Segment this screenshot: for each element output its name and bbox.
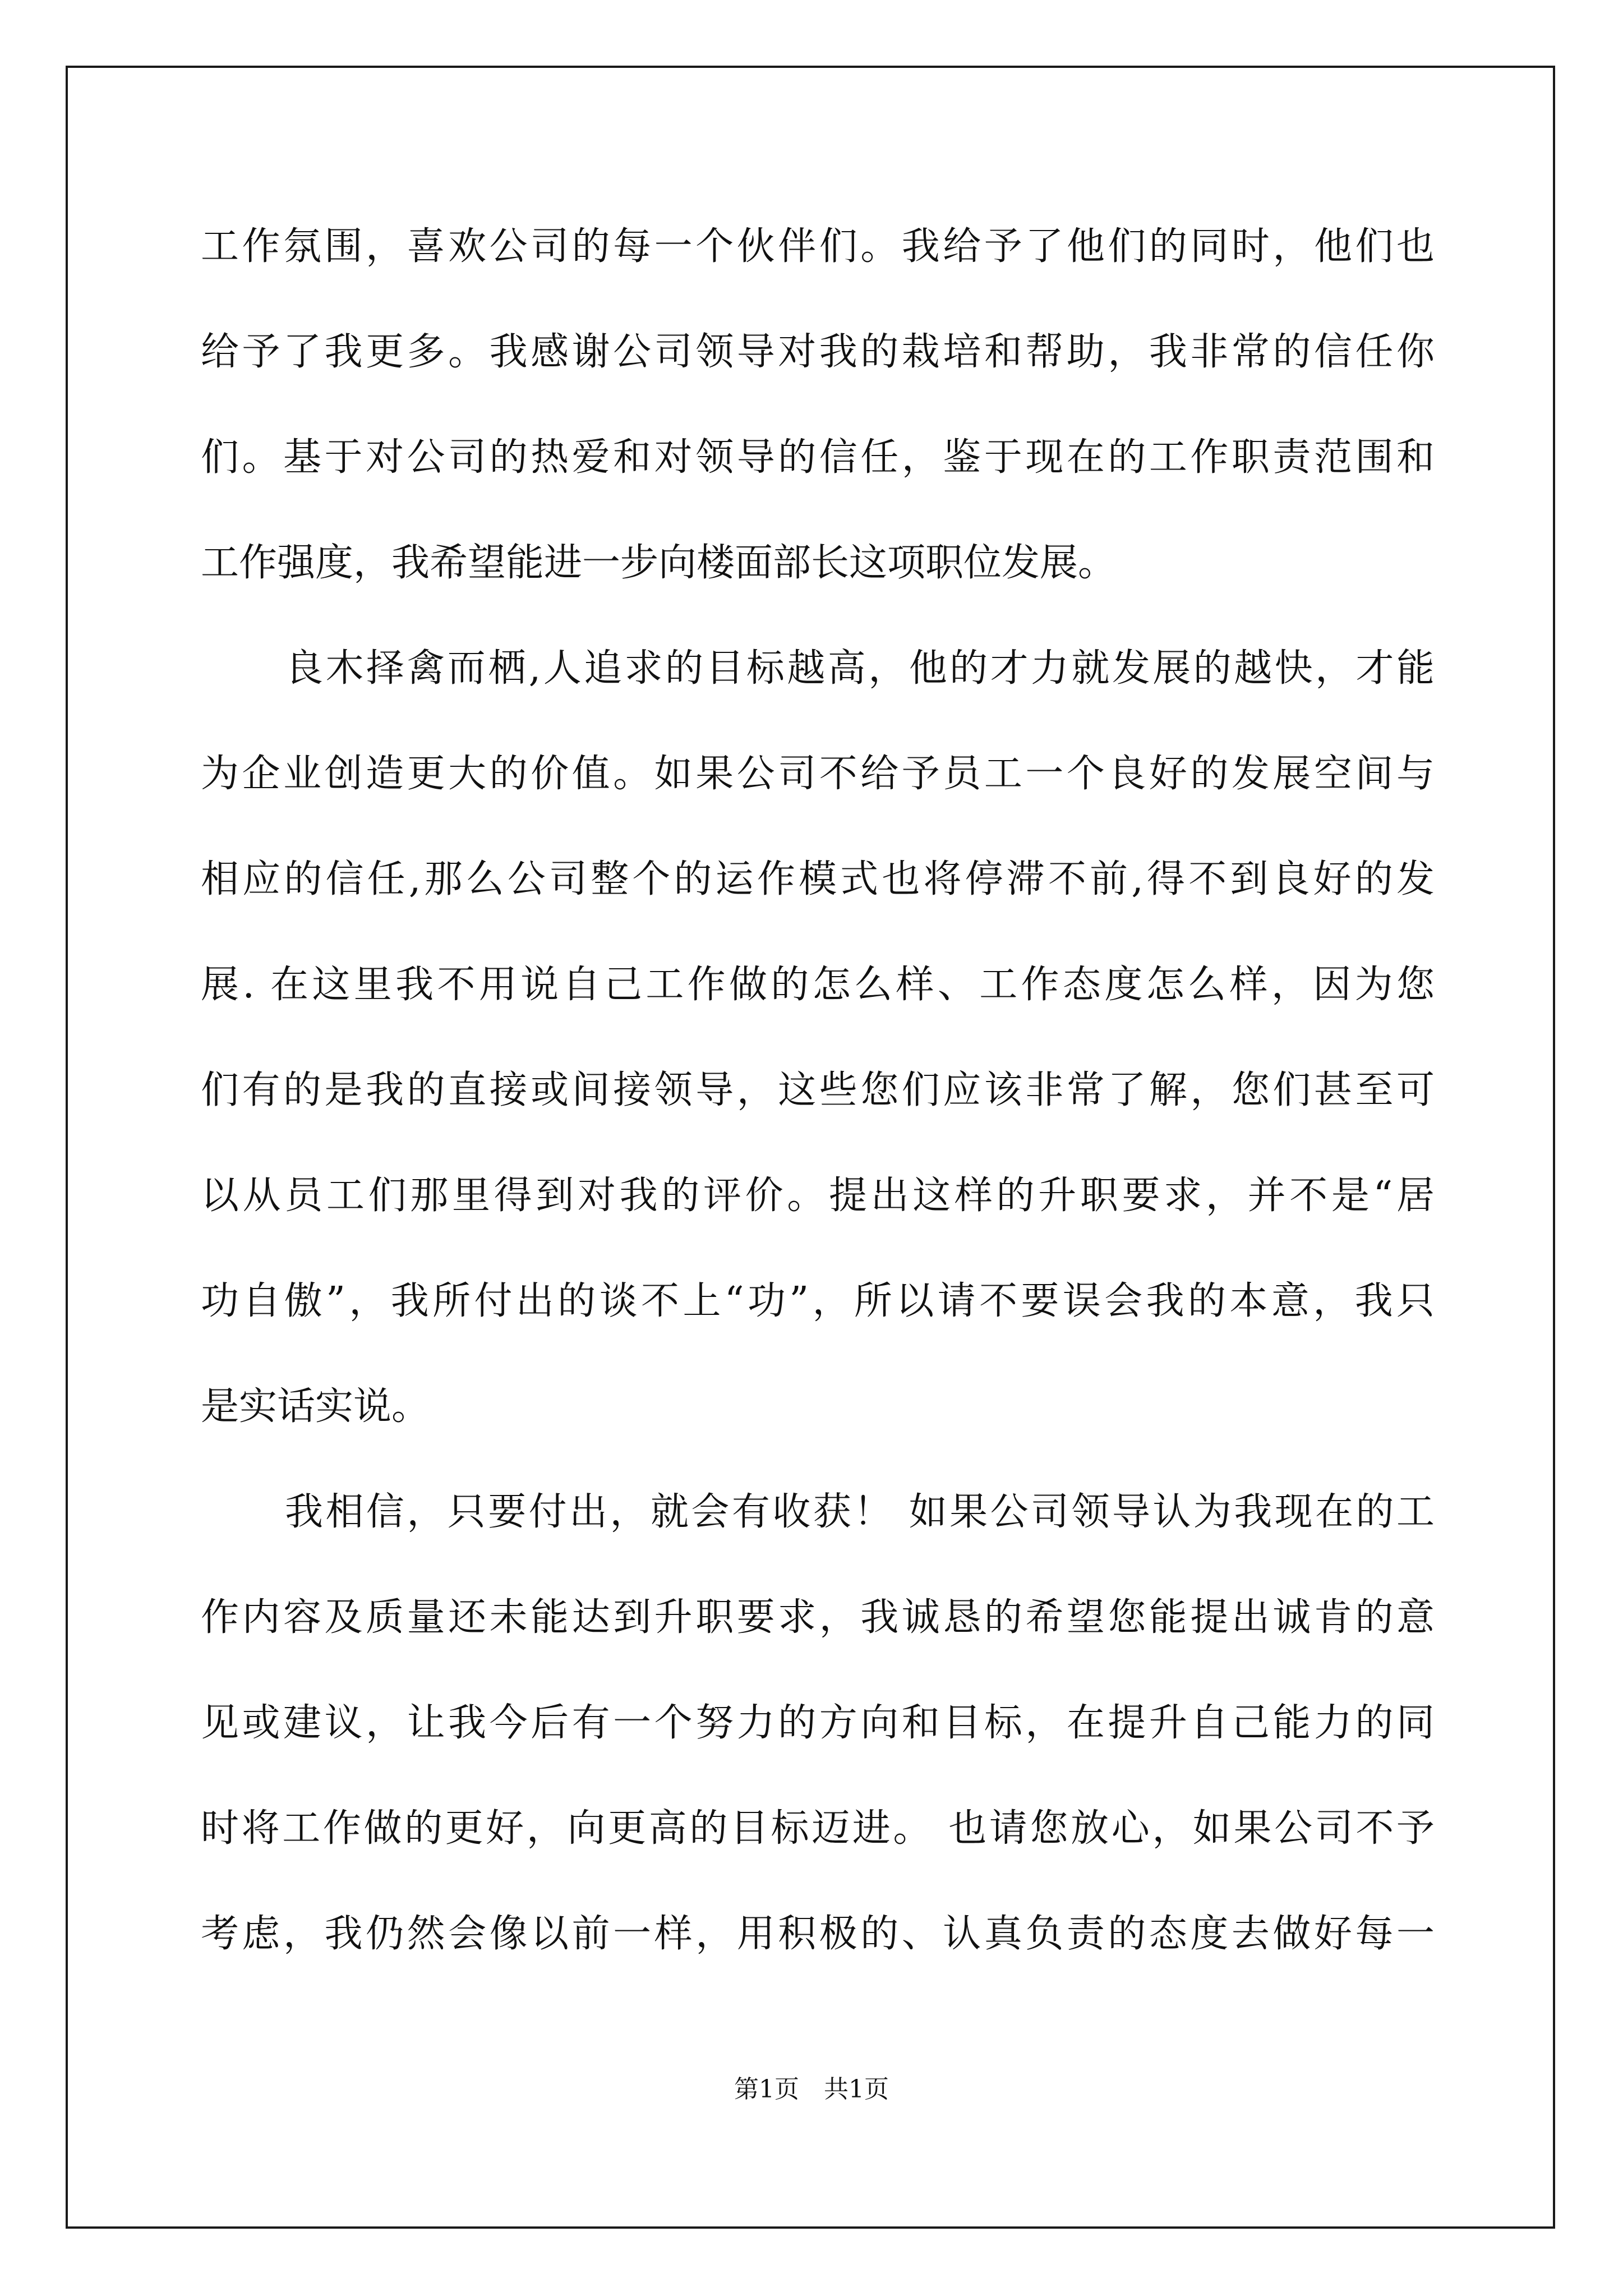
text-line: 工作氛围，喜欢公司的每一个伙伴们。我给予了他们的同时，他们也: [201, 224, 1435, 269]
text-line: 以从员工们那里得到对我的评价。提出这样的升职要求，并不是“居: [201, 1174, 1435, 1218]
text-line: 们有的是我的直接或间接领导，这些您们应该非常了解，您们甚至可: [201, 1068, 1435, 1112]
text-line: 们。基于对公司的热爱和对领导的信任，鉴于现在的工作职责范围和: [201, 435, 1435, 480]
text-line: 作内容及质量还未能达到升职要求，我诚恳的希望您能提出诚肯的意: [201, 1595, 1435, 1640]
text-line: 功自傲”，我所付出的谈不上“功”，所以请不要误会我的本意，我只: [201, 1279, 1435, 1323]
paragraph-first-line: 我相信，只要付出，就会有收获！ 如果公司领导认为我现在的工: [285, 1490, 1435, 1534]
text-line: 考虑，我仍然会像以前一样，用积极的、认真负责的态度去做好每一: [201, 1912, 1435, 1956]
text-line: 是实话实说。: [201, 1384, 430, 1429]
text-line: 给予了我更多。我感谢公司领导对我的栽培和帮助，我非常的信任你: [201, 330, 1435, 374]
text-line: 工作强度，我希望能进一步向楼面部长这项职位发展。: [201, 541, 1117, 585]
page-number-footer: 第1页 共1页: [734, 2075, 889, 2104]
paragraph-first-line: 良木择禽而栖,人追求的目标越高，他的才力就发展的越快，才能: [285, 646, 1435, 691]
page-border: [66, 66, 1555, 2229]
text-line: 时将工作做的更好，向更高的目标迈进。 也请您放心，如果公司不予: [201, 1806, 1435, 1851]
text-line: 相应的信任,那么公司整个的运作模式也将停滞不前,得不到良好的发: [201, 857, 1435, 901]
text-line: 为企业创造更大的价值。如果公司不给予员工一个良好的发展空间与: [201, 752, 1435, 796]
text-line: 展. 在这里我不用说自己工作做的怎么样、工作态度怎么样，因为您: [201, 963, 1435, 1007]
text-line: 见或建议，让我今后有一个努力的方向和目标，在提升自己能力的同: [201, 1701, 1435, 1745]
